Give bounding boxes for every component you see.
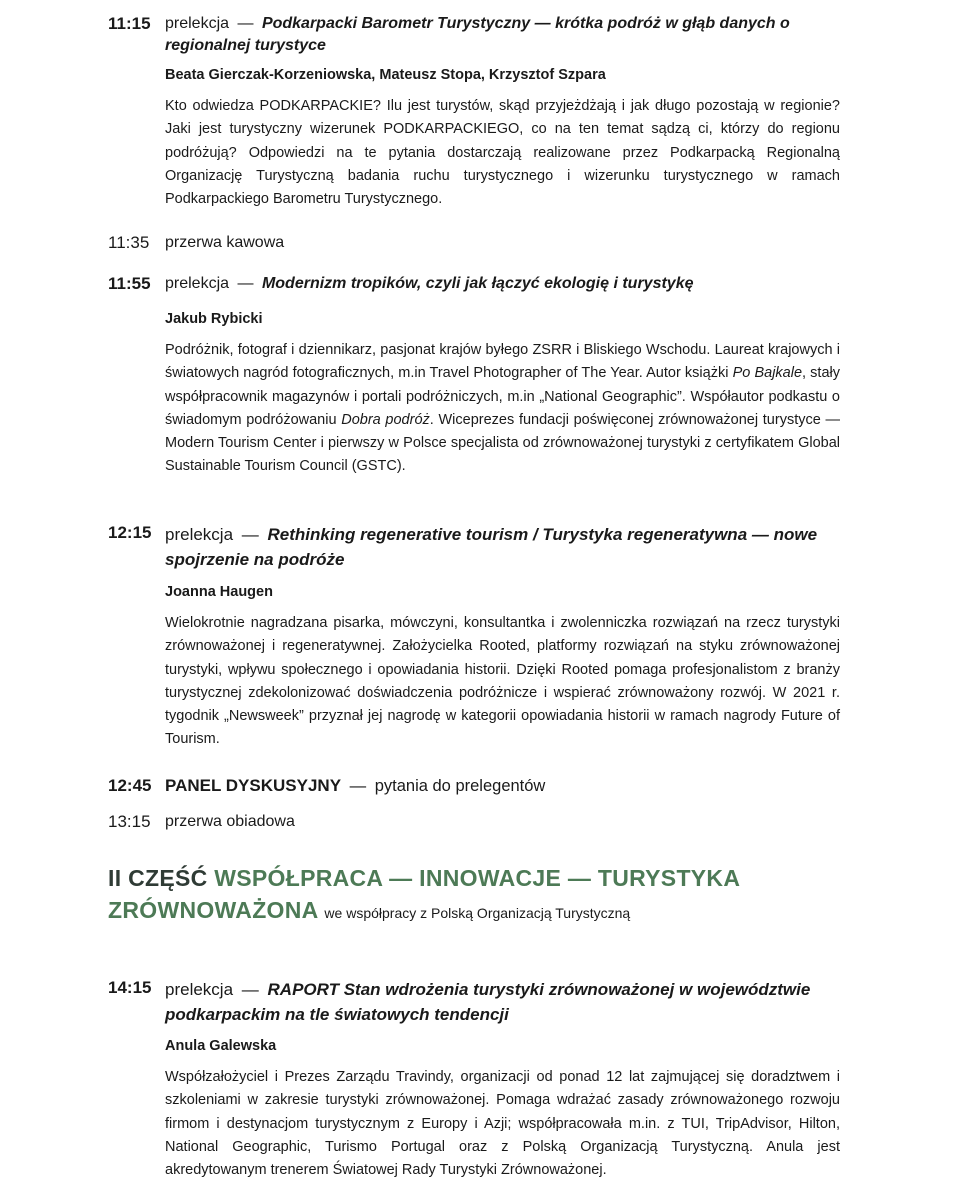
session-description: Wielokrotnie nagradzana pisarka, mówczyni, konsultantka i zwolenniczka rozwiązań na rzecz turystyki zrównoważonej i regeneratywnej. Założycielka Rooted, platformy rozwiązań na styku zrównoważonej turystyki, wpływu społecznego i opowiadania historii. Dzięki Rooted pomaga profesjonalistom z branży turystycznej zdekolonizować doświadczenia podróżnicze i wspierać zrównoważony rozwój. W 2021 r. tygodnik „Newsweek” przyznał jej nagrodę w kategorii opowiadania historii w ramach nagrody Future of Tourism. <box>165 615 840 748</box>
session-heading <box>165 13 840 57</box>
session-time: 14:15 <box>108 978 152 997</box>
session-time: 12:45 <box>108 776 152 795</box>
part-two-heading <box>108 862 868 929</box>
session-time: 11:35 <box>108 233 150 252</box>
podcast-title: Dobra podróż <box>341 411 430 428</box>
part-label: II CZĘŚĆ <box>108 865 208 891</box>
panel-subtitle: pytania do prelegentów <box>374 777 546 795</box>
speaker-name: Jakub Rybicki <box>165 311 263 327</box>
dash: — <box>349 777 367 795</box>
speaker-name: Beata Gierczak-Korzeniowska, Mateusz Stopa, Krzysztof Szpara <box>165 67 606 83</box>
session-heading <box>165 273 840 295</box>
dash: — <box>241 525 259 544</box>
dash: — <box>237 275 254 292</box>
speaker-name: Anula Galewska <box>165 1038 277 1054</box>
dash: — <box>241 980 259 999</box>
speaker-name: Joanna Haugen <box>165 584 273 600</box>
session-heading <box>165 522 840 572</box>
session-time: 11:15 <box>108 14 151 33</box>
session-time: 13:15 <box>108 812 151 831</box>
session-title: Podkarpacki Barometr Turystyczny — krótka podróż w głąb danych o regionalnej turystyce <box>165 15 790 54</box>
session-time: 12:15 <box>108 523 152 542</box>
session-title: RAPORT Stan wdrożenia turystyki zrównoważonej w województwie podkarpackim na tle światowych tendencji <box>165 980 811 1024</box>
break-label: przerwa kawowa <box>165 234 285 251</box>
session-title: Modernizm tropików, czyli jak łączyć ekologię i turystykę <box>261 275 694 292</box>
session-kind: prelekcja <box>165 275 230 292</box>
session-kind: prelekcja <box>165 15 230 32</box>
part-title-line2: ZRÓWNOWAŻONA <box>108 897 318 923</box>
book-title: Po Bajkale <box>732 365 803 382</box>
break-label: przerwa obiadowa <box>165 813 295 830</box>
session-description: Współzałożyciel i Prezes Zarządu Travindy, organizacji od ponad 12 lat zajmującej się doradztwem i szkoleniami w zakresie turystyki zrównoważonej. Pomaga wdrażać zasady zrównoważonego rozwoju firmom i destynacjom turystycznym z Europy i Azji; współpracowała m.in. z TUI, TripAdvisor, Hilton, National Geographic, Turismo Portugal oraz z Polską Organizacją Turystyczną. Anula jest akredytowanym trenerem Światowej Rady Turystyki Zrównoważonej. <box>165 1069 840 1179</box>
dash: — <box>237 15 254 32</box>
session-kind: prelekcja <box>165 525 234 544</box>
session-heading <box>165 977 840 1027</box>
session-description: Kto odwiedza PODKARPACKIE? Ilu jest turystów, skąd przyjeżdżają i jak długo pozostają w regionie? Jaki jest turystyczny wizerunek PODKARPACKIEGO, co na ten temat sądzą ci, którzy do regionu podróżują? Odpowiedzi na te pytania dostarczają realizowane przez Podkarpacką Regionalną Organizację Turystyczną badania ruchu turystycznego i wizerunku turystycznego w ramach Podkarpackiego Barometru Turystycznego. <box>165 98 840 208</box>
panel-heading <box>165 775 840 797</box>
session-description: Podróżnik, fotograf i dziennikarz, pasjonat krajów byłego ZSRR i Bliskiego Wschodu. Laureat krajowych i światowych nagród fotograficznych, m.in Travel Photographer of The Year. Autor książki Po Bajkale, stały współpracownik magazynów i portali podróżniczych, m.in „National Geographic”. Współautor podkastu o świadomym podróżowaniu Dobra podróż. Wiceprezes fundacji poświęconej zrównoważonej turystyce — Modern Tourism Center i pierwszy w Polsce specjalista od zrównoważonej turystyki z certyfikatem Global Sustainable Tourism Council (GSTC). <box>165 342 840 475</box>
part-title-line1: WSPÓŁPRACA — INNOWACJE — TURYSTYKA <box>214 865 741 891</box>
session-title: Rethinking regenerative tourism / Turystyka regeneratywna — nowe spojrzenie na podróże <box>165 525 818 569</box>
session-time: 11:55 <box>108 274 151 293</box>
panel-label: PANEL DYSKUSYJNY <box>165 776 342 795</box>
session-kind: prelekcja <box>165 980 234 999</box>
cooperation-note: we współpracy z Polską Organizacją Turystyczną <box>324 905 631 921</box>
